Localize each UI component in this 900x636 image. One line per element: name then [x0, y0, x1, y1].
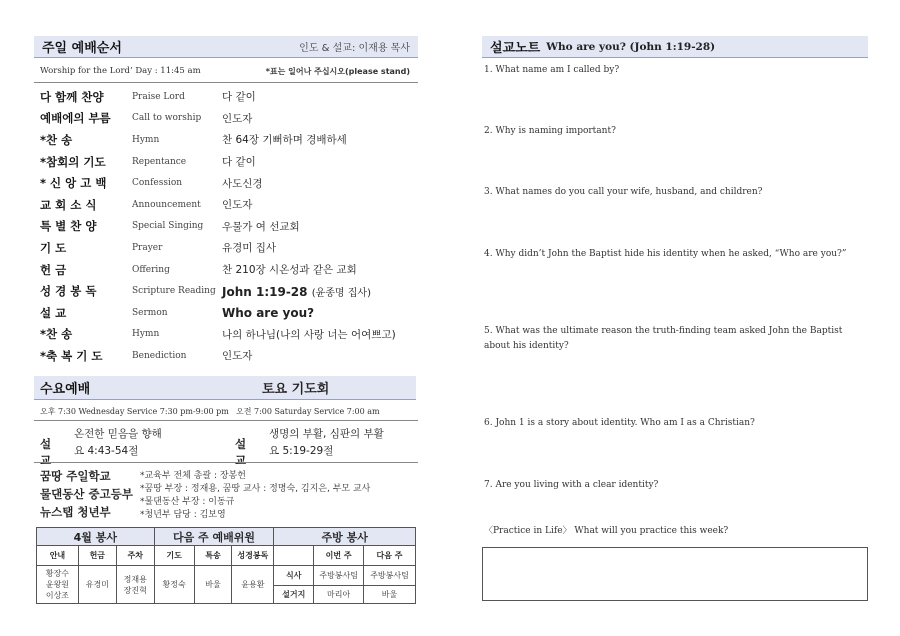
duty-sub: 다음 주: [364, 546, 416, 566]
worship-leader: 인도 & 설교: 이재용 목사: [299, 43, 410, 54]
question: 5. What was the ultimate reason the truth-finding team asked John the Baptist about his identity?: [484, 326, 843, 351]
order-en: Special Singing: [132, 221, 204, 232]
order-row: [40, 216, 418, 238]
kitchen-this: 마리아: [314, 586, 364, 604]
duty-prayer: 황정숙: [154, 566, 194, 604]
order-row: [40, 86, 418, 108]
order-kr: *축 복 기 도: [40, 348, 103, 363]
order-row: [40, 194, 418, 216]
duty-sub: 이번 주: [314, 546, 364, 566]
sermon-title: 생명의 부활, 심판의 부활: [269, 428, 384, 440]
sermon-label: 설교: [40, 437, 52, 467]
order-kr: 다 함께 찬양: [40, 89, 104, 104]
kitchen-label: 설거지: [274, 586, 314, 604]
worship-time: Worship for the Lord’ Day : 11:45 am: [40, 66, 201, 76]
order-row: [40, 280, 418, 302]
worship-order-list: [40, 86, 418, 367]
duty-sub: 헌금: [78, 546, 116, 566]
order-en: Announcement: [132, 199, 201, 210]
order-val: 다 같이: [222, 156, 256, 169]
practice-prompt: 〈Practice in Life〉 What will you practice this week?: [484, 526, 729, 536]
duty-group: 주방 봉사: [274, 528, 416, 546]
order-kr: * 신 앙 고 백: [40, 176, 107, 191]
order-val: 사도신경: [222, 177, 263, 190]
order-kr: 예배에의 부름: [40, 111, 111, 126]
order-row: [40, 259, 418, 281]
duty-row: [37, 566, 416, 586]
divider: [34, 420, 418, 421]
order-row: [40, 302, 418, 324]
order-en: Confession: [132, 178, 183, 189]
order-en: Praise Lord: [132, 91, 185, 102]
worship-order-title: 주일 예배순서: [42, 41, 122, 56]
duty-group: 다음 주 예배위원: [154, 528, 274, 546]
order-en: Hymn: [132, 329, 160, 340]
order-row: [40, 151, 418, 173]
order-kr: 교 회 소 식: [40, 197, 97, 212]
scripture-reader: (윤종명 집사): [311, 287, 371, 299]
order-val: 다 같이: [222, 91, 256, 104]
worship-order-header: [34, 36, 418, 58]
ministry-detail: *꿈땅 부장 : 정재용, 꿈땅 교사 : 정명숙, 김지은, 부모 교사: [140, 484, 371, 494]
order-row: [40, 324, 418, 346]
order-en: Sermon: [132, 307, 168, 318]
ministry-detail: *교육부 전체 총괄 : 장봉헌: [140, 471, 246, 481]
order-kr: 성 경 봉 독: [40, 284, 97, 299]
order-val: 찬 64장 기뻐하며 경배하세: [222, 134, 347, 147]
order-row: [40, 129, 418, 151]
order-val: 우물가 여 선교회: [222, 220, 300, 233]
worship-subline: [40, 66, 410, 80]
order-val: 인도자: [222, 350, 253, 363]
duty-guide: 황장수 윤왕원 이상조: [37, 566, 79, 604]
order-row: [40, 237, 418, 259]
sermon-label: 설교: [235, 437, 247, 467]
wednesday-title: 수요예배: [40, 382, 91, 397]
divider: [34, 462, 418, 463]
ministry-detail: *물댄동산 부장 : 이동규: [140, 497, 235, 507]
duty-sub: 기도: [154, 546, 194, 566]
order-en: Scripture Reading: [132, 286, 216, 297]
order-kr: *찬 송: [40, 132, 73, 147]
question: 1. What name am I called by?: [484, 65, 620, 75]
saturday-time: 오전 7:00 Saturday Service 7:00 am: [236, 407, 380, 416]
duty-sub: [274, 546, 314, 566]
duty-sub: 성경봉독: [232, 546, 274, 566]
sermon-title: Who are you?: [222, 305, 315, 320]
duty-sub-row: [37, 546, 416, 566]
ministry-name: 꿈땅 주일학교: [40, 469, 111, 483]
order-val: 나의 하나님(나의 사랑 너는 어여쁘고): [222, 328, 396, 341]
sermon-title: 온전한 믿음을 향해: [74, 428, 162, 440]
order-row: [40, 108, 418, 130]
order-kr: 설 교: [40, 305, 67, 320]
order-kr: 특 별 찬 양: [40, 219, 97, 234]
duty-offering: 유경미: [78, 566, 116, 604]
question: 7. Are you living with a clear identity?: [484, 480, 659, 490]
duty-reading: 윤용환: [232, 566, 274, 604]
order-val: 유경미 집사: [222, 242, 277, 255]
ministry-name: 물댄동산 중고등부: [40, 487, 133, 501]
duty-parking: 정재용 장진혁: [116, 566, 154, 604]
wednesday-time: 오후 7:30 Wednesday Service 7:30 pm-9:00 pm: [40, 407, 229, 416]
question: 2. Why is naming important?: [484, 126, 616, 136]
ministry-name: 뉴스탭 청년부: [40, 505, 111, 519]
duty-table: [36, 527, 416, 604]
order-row: [40, 172, 418, 194]
duty-group-row: [37, 528, 416, 546]
order-kr: 헌 금: [40, 262, 67, 277]
order-val: 찬 210장 시온성과 같은 교회: [222, 264, 357, 277]
order-kr: 기 도: [40, 240, 67, 255]
divider: [34, 82, 418, 83]
scripture-ref: John 1:19-28: [222, 284, 308, 299]
sermon-ref: 요 4:43-54절: [74, 445, 139, 457]
kitchen-next: 주방봉사팀: [364, 566, 416, 586]
order-en: Call to worship: [132, 113, 202, 124]
duty-special: 바울: [194, 566, 232, 604]
order-kr: *참회의 기도: [40, 154, 106, 169]
duty-group: 4월 봉사: [37, 528, 155, 546]
midweek-header: [34, 376, 416, 400]
question: 3. What names do you call your wife, husband, and children?: [484, 187, 763, 197]
sermon-notes-header: [482, 36, 868, 58]
sermon-ref: 요 5:19-29절: [269, 445, 334, 457]
order-en: Benediction: [132, 350, 187, 361]
duty-sub: 주차: [116, 546, 154, 566]
duty-sub: 안내: [37, 546, 79, 566]
order-en: Prayer: [132, 242, 163, 253]
question: 4. Why didn’t John the Baptist hide his identity when he asked, “Who are you?”: [484, 249, 847, 259]
order-row: [40, 345, 418, 367]
order-val: 인도자: [222, 112, 253, 125]
kitchen-next: 바울: [364, 586, 416, 604]
sermon-notes-sub: Who are you? (John 1:19-28): [546, 40, 716, 53]
duty-sub: 특송: [194, 546, 232, 566]
kitchen-this: 주방봉사팀: [314, 566, 364, 586]
saturday-title: 토요 기도회: [262, 382, 330, 397]
stand-note: *표는 일어나 주십시오(please stand): [265, 67, 410, 76]
ministry-detail: *청년부 담당 : 김보영: [140, 510, 226, 520]
order-en: Hymn: [132, 134, 160, 145]
kitchen-label: 식사: [274, 566, 314, 586]
order-kr: *찬 송: [40, 327, 73, 342]
order-en: Repentance: [132, 156, 187, 167]
order-val: 인도자: [222, 199, 253, 212]
order-en: Offering: [132, 264, 170, 275]
question: 6. John 1 is a story about identity. Who am I as a Christian?: [484, 418, 755, 428]
practice-answer-box[interactable]: [482, 547, 868, 601]
order-val: [222, 284, 371, 299]
sermon-notes-title: 설교노트: [490, 41, 541, 56]
